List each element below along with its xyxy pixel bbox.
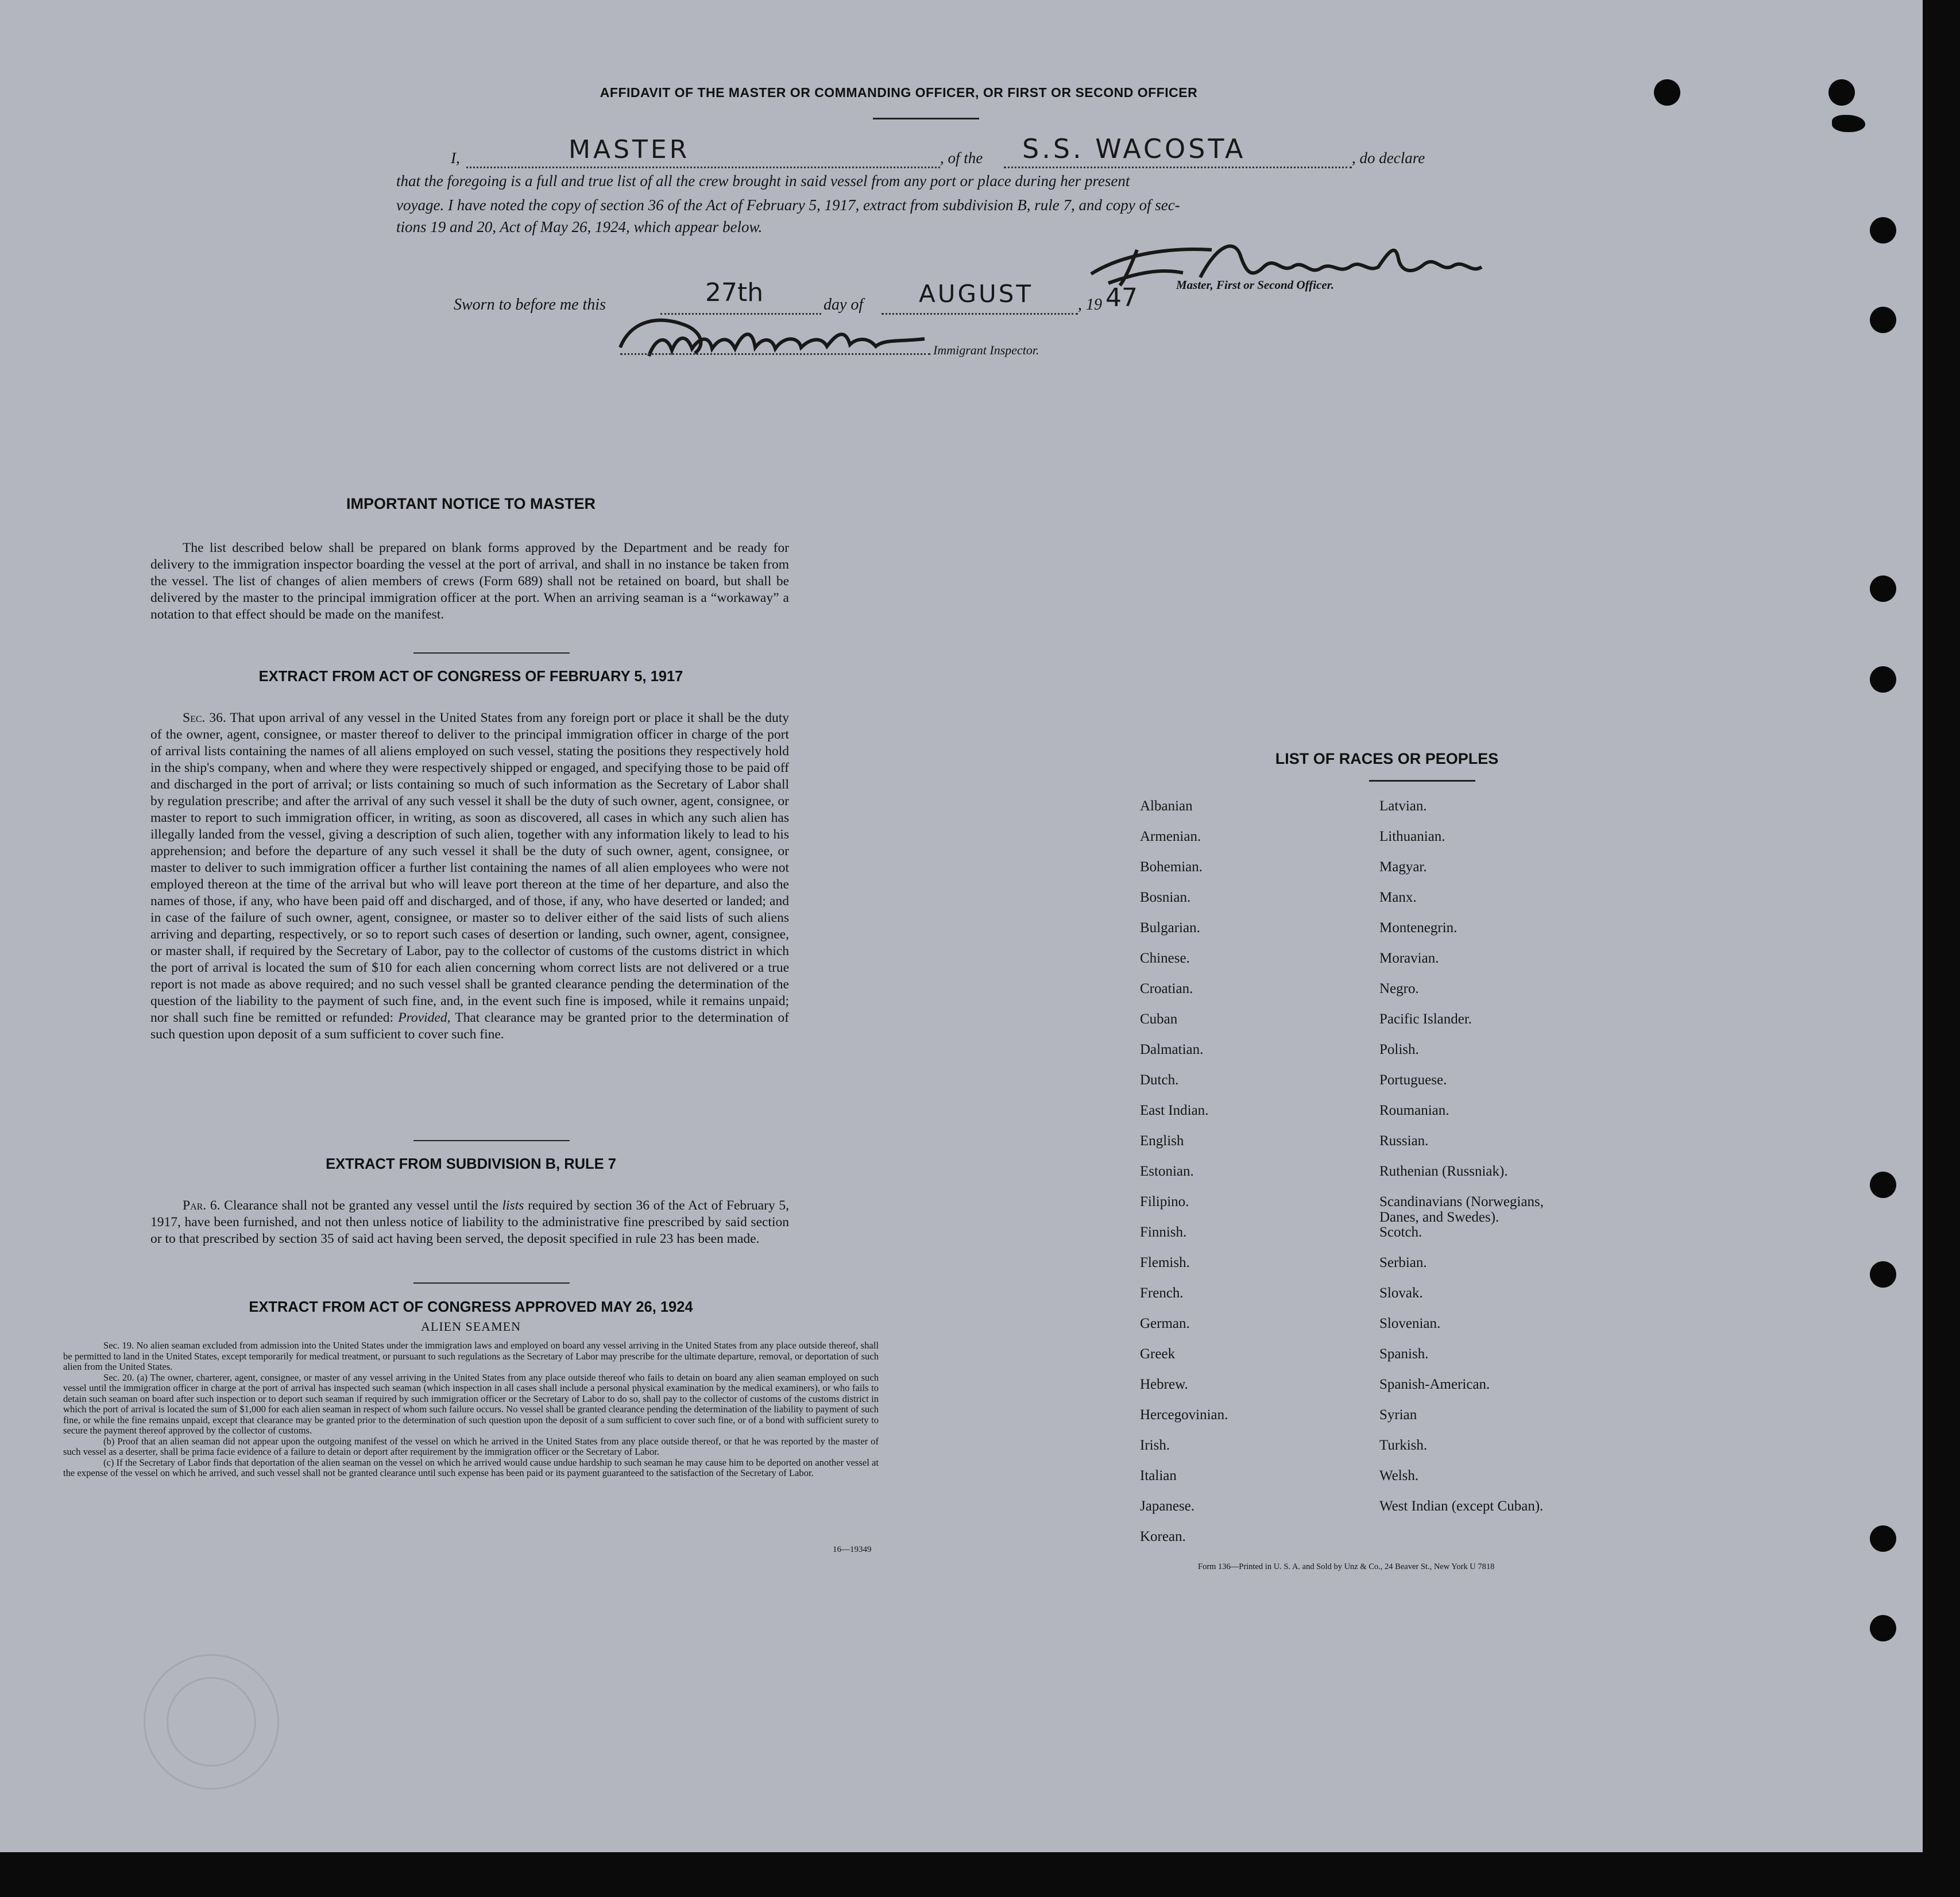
- race-item: Cuban: [1140, 1011, 1178, 1027]
- race-item: Slovenian.: [1379, 1316, 1441, 1331]
- punch-hole: [1654, 79, 1680, 106]
- race-item: Danes, and Swedes).: [1379, 1210, 1499, 1225]
- extract-1924-title: EXTRACT FROM ACT OF CONGRESS APPROVED MAY 26, 1924: [249, 1299, 693, 1315]
- extract-rule7-body: [150, 1197, 789, 1247]
- punch-hole: [1828, 79, 1855, 106]
- race-item: Latvian.: [1379, 798, 1427, 814]
- race-item: Portuguese.: [1379, 1072, 1447, 1088]
- sworn-day-handwritten: 27th: [705, 278, 764, 307]
- notice-title: IMPORTANT NOTICE TO MASTER: [346, 495, 596, 512]
- sworn-prefix: Sworn to before me this: [454, 296, 606, 314]
- race-item: Bohemian.: [1140, 859, 1203, 875]
- punch-hole: [1870, 217, 1896, 244]
- rule7-text-a: Clearance shall not be granted any vessel until the: [224, 1198, 498, 1213]
- race-item: English: [1140, 1133, 1184, 1149]
- punch-hole: [1870, 1261, 1896, 1288]
- race-item: Roumanian.: [1379, 1103, 1449, 1118]
- punch-hole: [1870, 307, 1896, 333]
- race-item: Finnish.: [1140, 1224, 1187, 1240]
- race-item: Scotch.: [1379, 1224, 1422, 1240]
- divider: [1369, 780, 1475, 782]
- race-item: Negro.: [1379, 981, 1419, 996]
- punch-hole: [1870, 666, 1896, 693]
- sworn-month-handwritten: AUGUST: [919, 280, 1034, 308]
- race-item: Japanese.: [1140, 1498, 1195, 1514]
- race-item: West Indian (except Cuban).: [1379, 1498, 1544, 1514]
- race-item: French.: [1140, 1285, 1184, 1301]
- affidavit-do-declare: , do declare: [1352, 149, 1425, 167]
- extract-1917-title: EXTRACT FROM ACT OF CONGRESS OF FEBRUARY 5, 1917: [258, 669, 683, 685]
- race-item: Polish.: [1379, 1042, 1419, 1057]
- embossed-seal-inner-image: [167, 1677, 256, 1767]
- extract-rule7-title: EXTRACT FROM SUBDIVISION B, RULE 7: [326, 1156, 616, 1172]
- race-item: Chinese.: [1140, 951, 1190, 966]
- race-item: Welsh.: [1379, 1468, 1419, 1483]
- races-title: LIST OF RACES OR PEOPLES: [1275, 750, 1499, 767]
- race-item: Ruthenian (Russniak).: [1379, 1164, 1508, 1179]
- section-36-text: That upon arrival of any vessel in the United States from any foreign port or place it shall be the duty of the owner, agent, consignee, or master thereof to deliver to the principal immigration officer in charge of the port of arrival lists containing the names of all aliens employed on such vessel, stating the positions they respectively hold in the ship's company, when and where they were respectively shipped or engaged, and specifying those to be paid off and discharged in the port of arrival; or lists containing so much of such information as the Secretary of Labor shall by regulation prescribe; and after the arrival of any such vessel it shall be the duty of such owner, agent, consignee, or master to report to such immigration officer, in writing, as soon as discovered, all cases in which any such alien has illegally landed from the vessel, giving a description of such alien, together with any information likely to lead to his apprehension; and before the departure of any such vessel it shall be the duty of such owner, agent, consignee, or master to deliver to such immigration officer a further list containing the names of all alien employees who were not employed thereon at the time of the arrival but who will leave port thereon at the time of her departure, and also the names of those, if any, who have been paid off and discharged, and of those, if any, who have deserted or landed; and in case of the failure of such owner, agent, consignee, or master so to deliver either of the said lists of such aliens arriving and departing, respectively, or so to report such cases of desertion or landing, such owner, agent, consignee, or master shall, if required by the Secretary of Labor, pay to the collector of customs of the customs district in which the port of arrival is located the sum of $10 for each alien concerning whom correct lists are not delivered or a true report is not made as above required; and no such vessel shall be granted clearance pending the determination of the question of the liability to the payment of such fine, and, in the event such fine is imposed, while it remains unpaid; nor shall such fine be remitted or refunded:: [150, 710, 789, 1025]
- notice-body: The list described below shall be prepared on blank forms approved by the Department and be ready for delivery to the immigration inspector boarding the vessel at the port of arrival, and shall in no instance be taken from the vessel. The list of changes of alien members of crews (Form 689) shall not be retained on board, but shall be delivered by the master to the principal immigration officer at the port. When an arriving seaman is a “workaway” a notation to that effect should be made on the manifest.: [150, 540, 789, 622]
- extract-1924-body: [63, 1340, 879, 1479]
- race-item: Bosnian.: [1140, 890, 1191, 905]
- race-item: Estonian.: [1140, 1164, 1194, 1179]
- race-item: East Indian.: [1140, 1103, 1209, 1118]
- sworn-year-handwritten: 47: [1105, 283, 1138, 312]
- race-item: Manx.: [1379, 890, 1417, 905]
- form-code: 16—19349: [833, 1545, 872, 1554]
- divider: [413, 1282, 570, 1284]
- inspector-field-line: [620, 353, 930, 355]
- par-6-label: Par. 6.: [183, 1198, 221, 1213]
- race-item: Filipino.: [1140, 1194, 1189, 1210]
- affidavit-title: AFFIDAVIT OF THE MASTER OR COMMANDING OFFICER, OR FIRST OR SECOND OFFICER: [600, 85, 1198, 100]
- race-item: Spanish.: [1379, 1346, 1429, 1362]
- race-item: Magyar.: [1379, 859, 1427, 875]
- punch-hole: [1870, 1615, 1896, 1641]
- punch-hole: [1870, 1172, 1896, 1198]
- race-item: Bulgarian.: [1140, 920, 1200, 936]
- race-item: Moravian.: [1379, 951, 1439, 966]
- section-19-text: Sec. 19. No alien seaman excluded from admission into the United States under the immigration laws and employed on board any vessel arriving in the United States from any place outside thereof, shall be permitted to land in the United States, except temporarily for medical treatment, or pursuant to such regulations as the Secretary of Labor may prescribe for the ultimate departure, removal, or deportation of such alien from the United States.: [63, 1340, 879, 1372]
- punch-hole: [1832, 115, 1865, 132]
- officer-title-field-line: [466, 167, 940, 168]
- race-item: Russian.: [1379, 1133, 1429, 1149]
- extract-1917-body: [150, 710, 789, 1043]
- divider: [873, 118, 979, 119]
- race-item: Flemish.: [1140, 1255, 1190, 1270]
- section-20a-text: Sec. 20. (a) The owner, charterer, agent, consignee, or master of any vessel arriving in the United States from any place outside thereof who fails to detain on board any alien seaman employed on such vessel until the immigration officer in charge at the port of arrival has inspected such seaman (which inspection in all cases shall include a personal physical examination by the medical examiners), or who fails to detain such seaman on board after such inspection or to deport such seaman if required by such immigration officer or the Secretary of Labor to do so, shall pay to the collector of customs of the customs district in which the port of arrival is located the sum of $1,000 for each alien seaman in respect of whom such failure occurs. No vessel shall be granted clearance pending the determination of the liability to payment of such fine, or while the fine remains unpaid, except that clearance may be granted prior to the determination of such question upon the deposit of a sum sufficient to cover such fine, or of a bond with sufficient surety to secure the payment thereof approved by the collector of customs.: [63, 1371, 879, 1436]
- race-item: German.: [1140, 1316, 1190, 1331]
- inspector-caption: Immigrant Inspector.: [933, 343, 1039, 357]
- race-item: Irish.: [1140, 1438, 1170, 1453]
- race-item: Slovak.: [1379, 1285, 1423, 1301]
- ship-name-handwritten: S.S. WACOSTA: [1022, 133, 1246, 164]
- affidavit-line-3: voyage. I have noted the copy of section 36 of the Act of February 5, 1917, extract from subdivision B, rule 7, and copy of sec-: [396, 196, 1180, 214]
- race-item: Greek: [1140, 1346, 1176, 1362]
- race-item: Hercegovinian.: [1140, 1407, 1228, 1423]
- section-36-label: Sec. 36.: [183, 710, 226, 725]
- section-20b-text: (b) Proof that an alien seaman did not appear upon the outgoing manifest of the vessel on which he arrived in the United States from any place outside thereof, or that he was reported by the master of such vessel as a deserter, shall be prima facie evidence of a failure to detain or deport after requirement by the immigration officer or the Secretary of Labor.: [63, 1435, 879, 1457]
- provided-word: Provided,: [398, 1010, 451, 1025]
- race-item: Spanish-American.: [1379, 1377, 1490, 1392]
- race-item: Dutch.: [1140, 1072, 1179, 1088]
- race-item: Pacific Islander.: [1379, 1011, 1472, 1027]
- punch-hole: [1870, 575, 1896, 602]
- section-20c-text: (c) If the Secretary of Labor finds that deportation of the alien seaman on the vessel on which he arrived would cause undue hardship to such seaman he may cause him to be deported on another vessel at the expense of the vessel on which he arrived, and such vessel shall not be granted clearance until such expense has been paid or its payment guaranteed to the satisfaction of the Secretary of Labor.: [63, 1456, 879, 1478]
- form-printer-note: Form 136—Printed in U. S. A. and Sold by Unz & Co., 24 Beaver St., New York U 7818: [1198, 1562, 1495, 1571]
- officer-title-handwritten: MASTER: [569, 135, 690, 164]
- punch-hole: [1870, 1525, 1896, 1552]
- affidavit-i-prefix: I,: [451, 149, 460, 167]
- race-item: Albanian: [1140, 798, 1193, 814]
- race-item: Croatian.: [1140, 981, 1193, 996]
- rule7-text-b: required by section 36 of the Act of February 5, 1917, have been furnished, and not then unless notice of liability to the administrative fine prescribed by said section or to that prescribed by section 35 of said act having been served, the deposit specified in rule 23 has been made.: [150, 1198, 790, 1246]
- divider: [413, 652, 570, 654]
- race-item: Turkish.: [1379, 1438, 1428, 1453]
- extract-1924-subtitle: ALIEN SEAMEN: [421, 1319, 521, 1334]
- lists-word: lists: [502, 1198, 524, 1213]
- race-item: Syrian: [1379, 1407, 1417, 1423]
- race-item: Armenian.: [1140, 829, 1201, 844]
- race-item: Serbian.: [1379, 1255, 1427, 1270]
- race-item: Scandinavians (Norwegians,: [1379, 1194, 1544, 1210]
- race-item: Dalmatian.: [1140, 1042, 1204, 1057]
- divider: [413, 1140, 570, 1141]
- sworn-day-of: day of: [824, 296, 864, 314]
- race-item: Hebrew.: [1140, 1377, 1188, 1392]
- affidavit-line-4: tions 19 and 20, Act of May 26, 1924, which appear below.: [396, 218, 763, 235]
- sworn-year-prefix: , 19: [1078, 296, 1102, 314]
- race-item: Korean.: [1140, 1529, 1186, 1544]
- master-signature-caption: Master, First or Second Officer.: [1176, 278, 1334, 292]
- section-36-tail: That clearance may be granted prior to the determination of such question upon deposit of a sum sufficient to cover such fine.: [150, 1010, 789, 1042]
- race-item: Italian: [1140, 1468, 1177, 1483]
- affidavit-line-2: that the foregoing is a full and true list of all the crew brought in said vessel from any port or place during her present: [396, 172, 1130, 190]
- race-item: Lithuanian.: [1379, 829, 1445, 844]
- race-item: Montenegrin.: [1379, 920, 1458, 936]
- affidavit-of-the: , of the: [940, 149, 983, 167]
- ship-name-field-line: [1004, 167, 1352, 168]
